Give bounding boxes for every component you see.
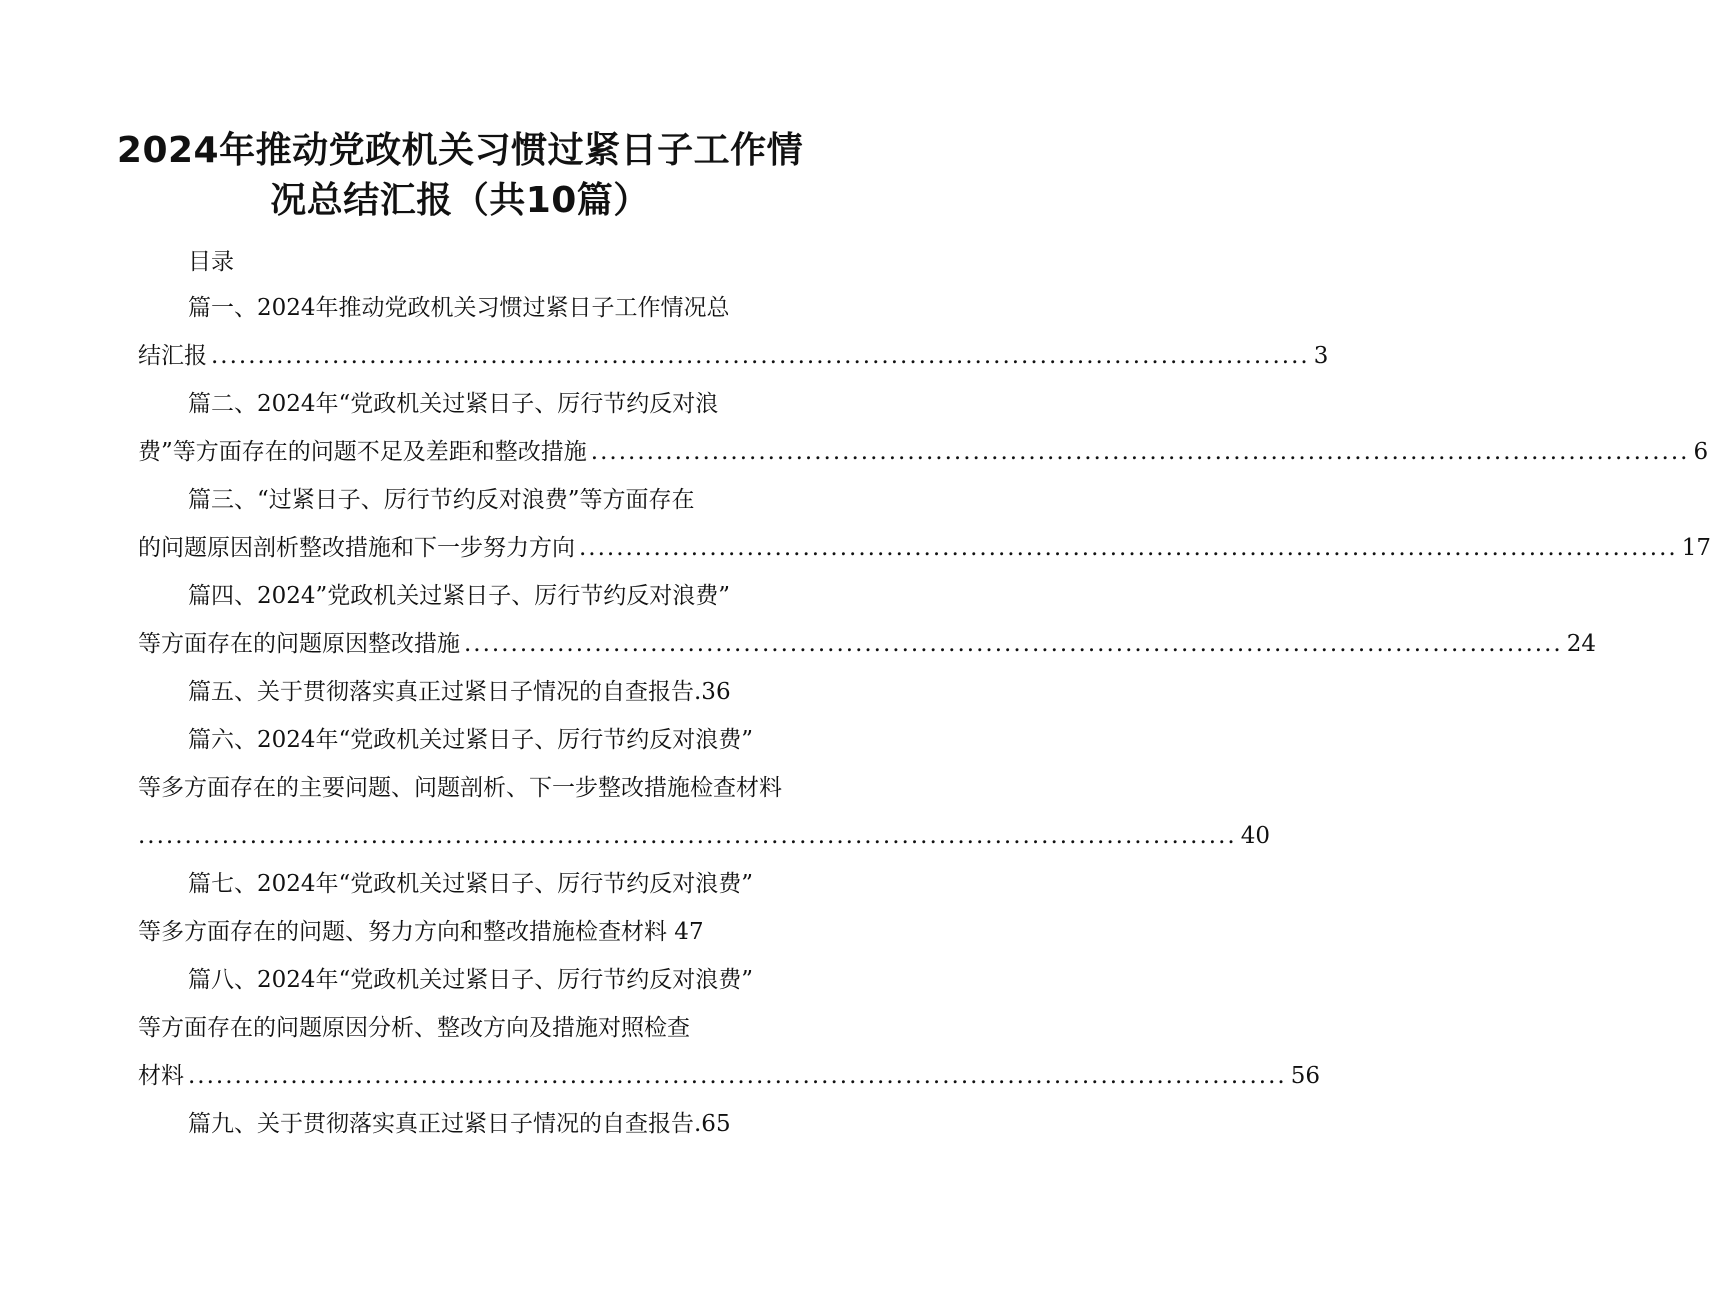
toc-item-2-text: 费”等方面存在的问题不足及差距和整改措施 [138,439,587,465]
toc-leader-dots: ...................................................................................................................... [590,439,1690,465]
document-title-line-1: 2024年推动党政机关习惯过紧日子工作情 [116,130,804,171]
toc-item-8-title[interactable]: 篇八、2024年“党政机关过紧日子、厉行节约反对浪费” [188,967,754,993]
toc-item-4-text: 等方面存在的问题原因整改措施 [138,631,460,657]
toc-item-1-text: 结汇报 [138,343,207,369]
toc-item-2-continuation[interactable] [138,436,1709,468]
toc-heading: 目录 [188,249,234,275]
toc-item-7-continuation[interactable]: 等多方面存在的问题、努力方向和整改措施检查材料 47 [138,919,704,945]
toc-item-4-title[interactable]: 篇四、2024”党政机关过紧日子、厉行节约反对浪费” [188,583,731,609]
toc-item-5-title[interactable]: 篇五、关于贯彻落实真正过紧日子情况的自查报告.36 [188,679,731,705]
toc-item-3-continuation[interactable] [138,532,1711,564]
toc-item-1-continuation[interactable] [138,340,1329,372]
toc-item-4-continuation[interactable] [138,628,1596,660]
toc-item-6-continuation[interactable]: 等多方面存在的主要问题、问题剖析、下一步整改措施检查材料 [138,775,782,801]
toc-item-7-title[interactable]: 篇七、2024年“党政机关过紧日子、厉行节约反对浪费” [188,871,754,897]
toc-item-4-page: 24 [1566,631,1596,657]
toc-item-8-page: 56 [1290,1063,1320,1089]
toc-item-6-page: 40 [1240,823,1270,849]
toc-item-8-continuation[interactable]: 等方面存在的问题原因分析、整改方向及措施对照检查 [138,1015,690,1041]
toc-item-1-title[interactable]: 篇一、2024年推动党政机关习惯过紧日子工作情况总 [188,295,730,321]
toc-item-2-page: 6 [1693,439,1709,465]
toc-leader-dots: ...................................................................................................................... [138,823,1237,849]
document-title-line-2: 况总结汇报（共10篇） [270,180,650,221]
toc-item-6-page-line[interactable] [138,820,1270,852]
toc-item-9-title[interactable]: 篇九、关于贯彻落实真正过紧日子情况的自查报告.65 [188,1111,731,1137]
toc-leader-dots: ...................................................................................................................... [464,631,1563,657]
toc-leader-dots: ...................................................................................................................... [579,535,1678,561]
toc-item-3-title[interactable]: 篇三、“过紧日子、厉行节约反对浪费”等方面存在 [188,487,695,513]
toc-leader-dots: ...................................................................................................................... [188,1063,1287,1089]
toc-item-3-text: 的问题原因剖析整改措施和下一步努力方向 [138,535,575,561]
toc-item-6-title[interactable]: 篇六、2024年“党政机关过紧日子、厉行节约反对浪费” [188,727,754,753]
toc-item-3-page: 17 [1681,535,1711,561]
toc-item-8-page-line[interactable] [138,1060,1320,1092]
toc-item-2-title[interactable]: 篇二、2024年“党政机关过紧日子、厉行节约反对浪 [188,391,719,417]
toc-leader-dots: ...................................................................................................................... [211,343,1310,369]
toc-item-8-text: 材料 [138,1063,184,1089]
toc-item-1-page: 3 [1313,343,1329,369]
